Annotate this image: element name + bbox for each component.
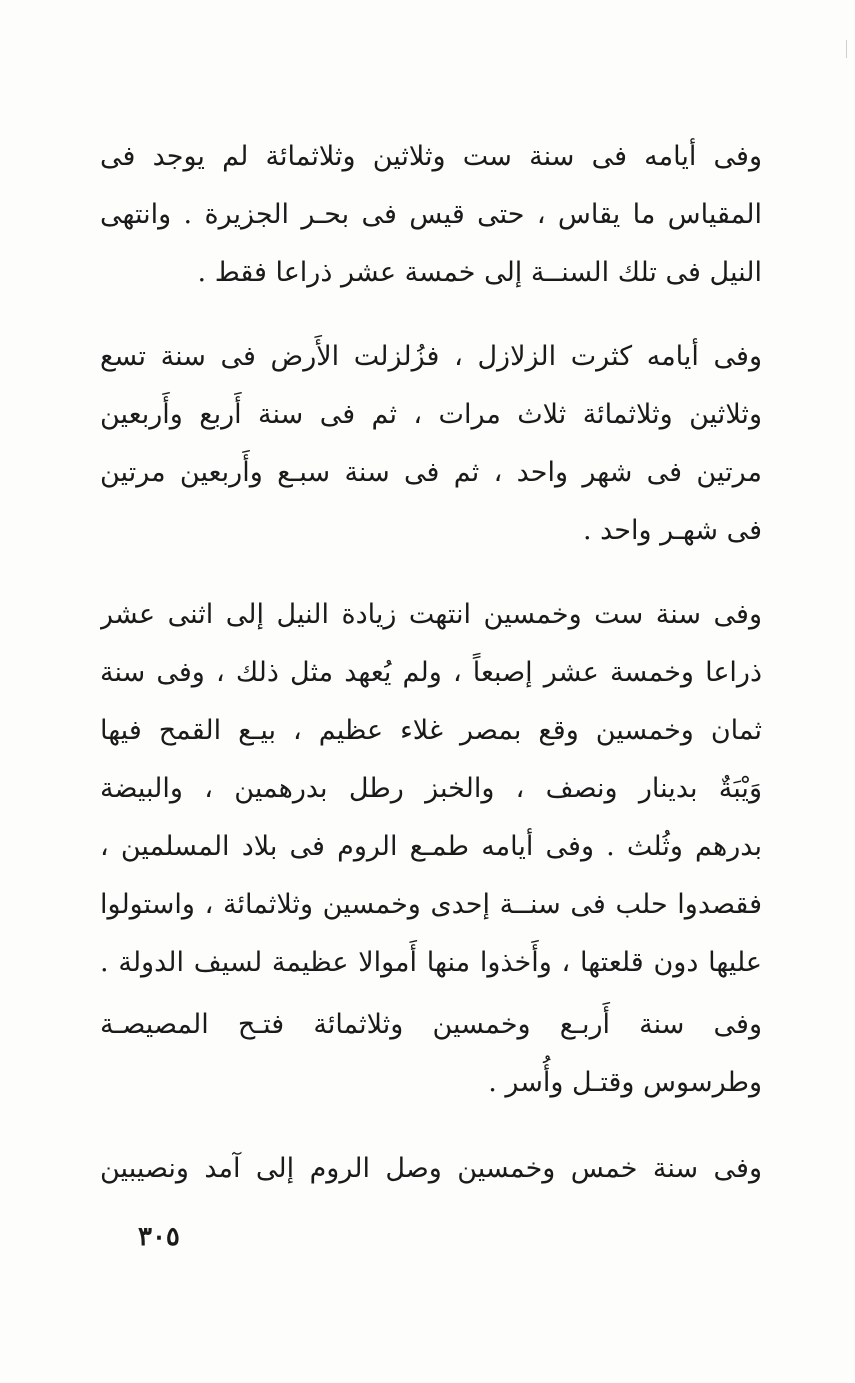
text-line: المقياس ما يقاس ، حتى قيس فى بحـر الجزيرة . وانتهى xyxy=(100,199,762,230)
paragraph-4 xyxy=(100,996,762,1112)
page-number: ٣٠٥ xyxy=(138,1222,180,1252)
scan-edge-mark xyxy=(846,40,847,58)
text-line: وفى سنة خمس وخمسين وصل الروم إلى آمد ونصيبين xyxy=(100,1153,762,1184)
text-line: عليها دون قلعتها ، وأَخذوا منها أَموالا عظيمة لسيف الدولة . xyxy=(100,947,762,978)
text-line: وفى أيامه كثرت الزلازل ، فزُلزلت الأَرض فى سنة تسع xyxy=(100,341,762,372)
text-line: فى شهـر واحد . xyxy=(582,515,762,546)
text-line: ثمان وخمسين وقع بمصر غلاء عظيم ، بيـع القمح فيها xyxy=(100,715,762,746)
text-line: وفى أيامه فى سنة ست وثلاثين وثلاثمائة لم يوجد فى xyxy=(100,141,762,172)
text-line: وطرسوس وقتـل وأُسر . xyxy=(488,1067,762,1098)
text-line: النيل فى تلك السنــة إلى خمسة عشر ذراعا فقط . xyxy=(197,257,762,288)
text-line: بدرهم وثُلث . وفى أيامه طمـع الروم فى بلاد المسلمين ، xyxy=(100,831,762,862)
paragraph-2 xyxy=(100,328,762,560)
text-line: وَيْبَةٌ بدينار ونصف ، والخبز رطل بدرهمين ، والبيضة xyxy=(100,773,762,804)
text-line: وثلاثين وثلاثمائة ثلاث مرات ، ثم فى سنة أَربع وأَربعين xyxy=(100,399,762,430)
paragraph-1 xyxy=(100,128,762,302)
text-line: ذراعا وخمسة عشر إصبعاً ، ولم يُعهد مثل ذلك ، وفى سنة xyxy=(100,657,762,688)
text-line: وفى سنة ست وخمسين انتهت زيادة النيل إلى اثنى عشر xyxy=(100,599,762,630)
text-line: مرتين فى شهر واحد ، ثم فى سنة سبـع وأَربعين مرتين xyxy=(100,457,762,488)
text-line: وفى سنة أَربـع وخمسين وثلاثمائة فتـح المصيصـة xyxy=(100,1009,762,1040)
body-text xyxy=(100,128,762,1198)
paragraph-5 xyxy=(100,1140,762,1198)
text-line: فقصدوا حلب فى سنــة إحدى وخمسين وثلاثمائة ، واستولوا xyxy=(100,889,762,920)
paragraph-3 xyxy=(100,586,762,992)
